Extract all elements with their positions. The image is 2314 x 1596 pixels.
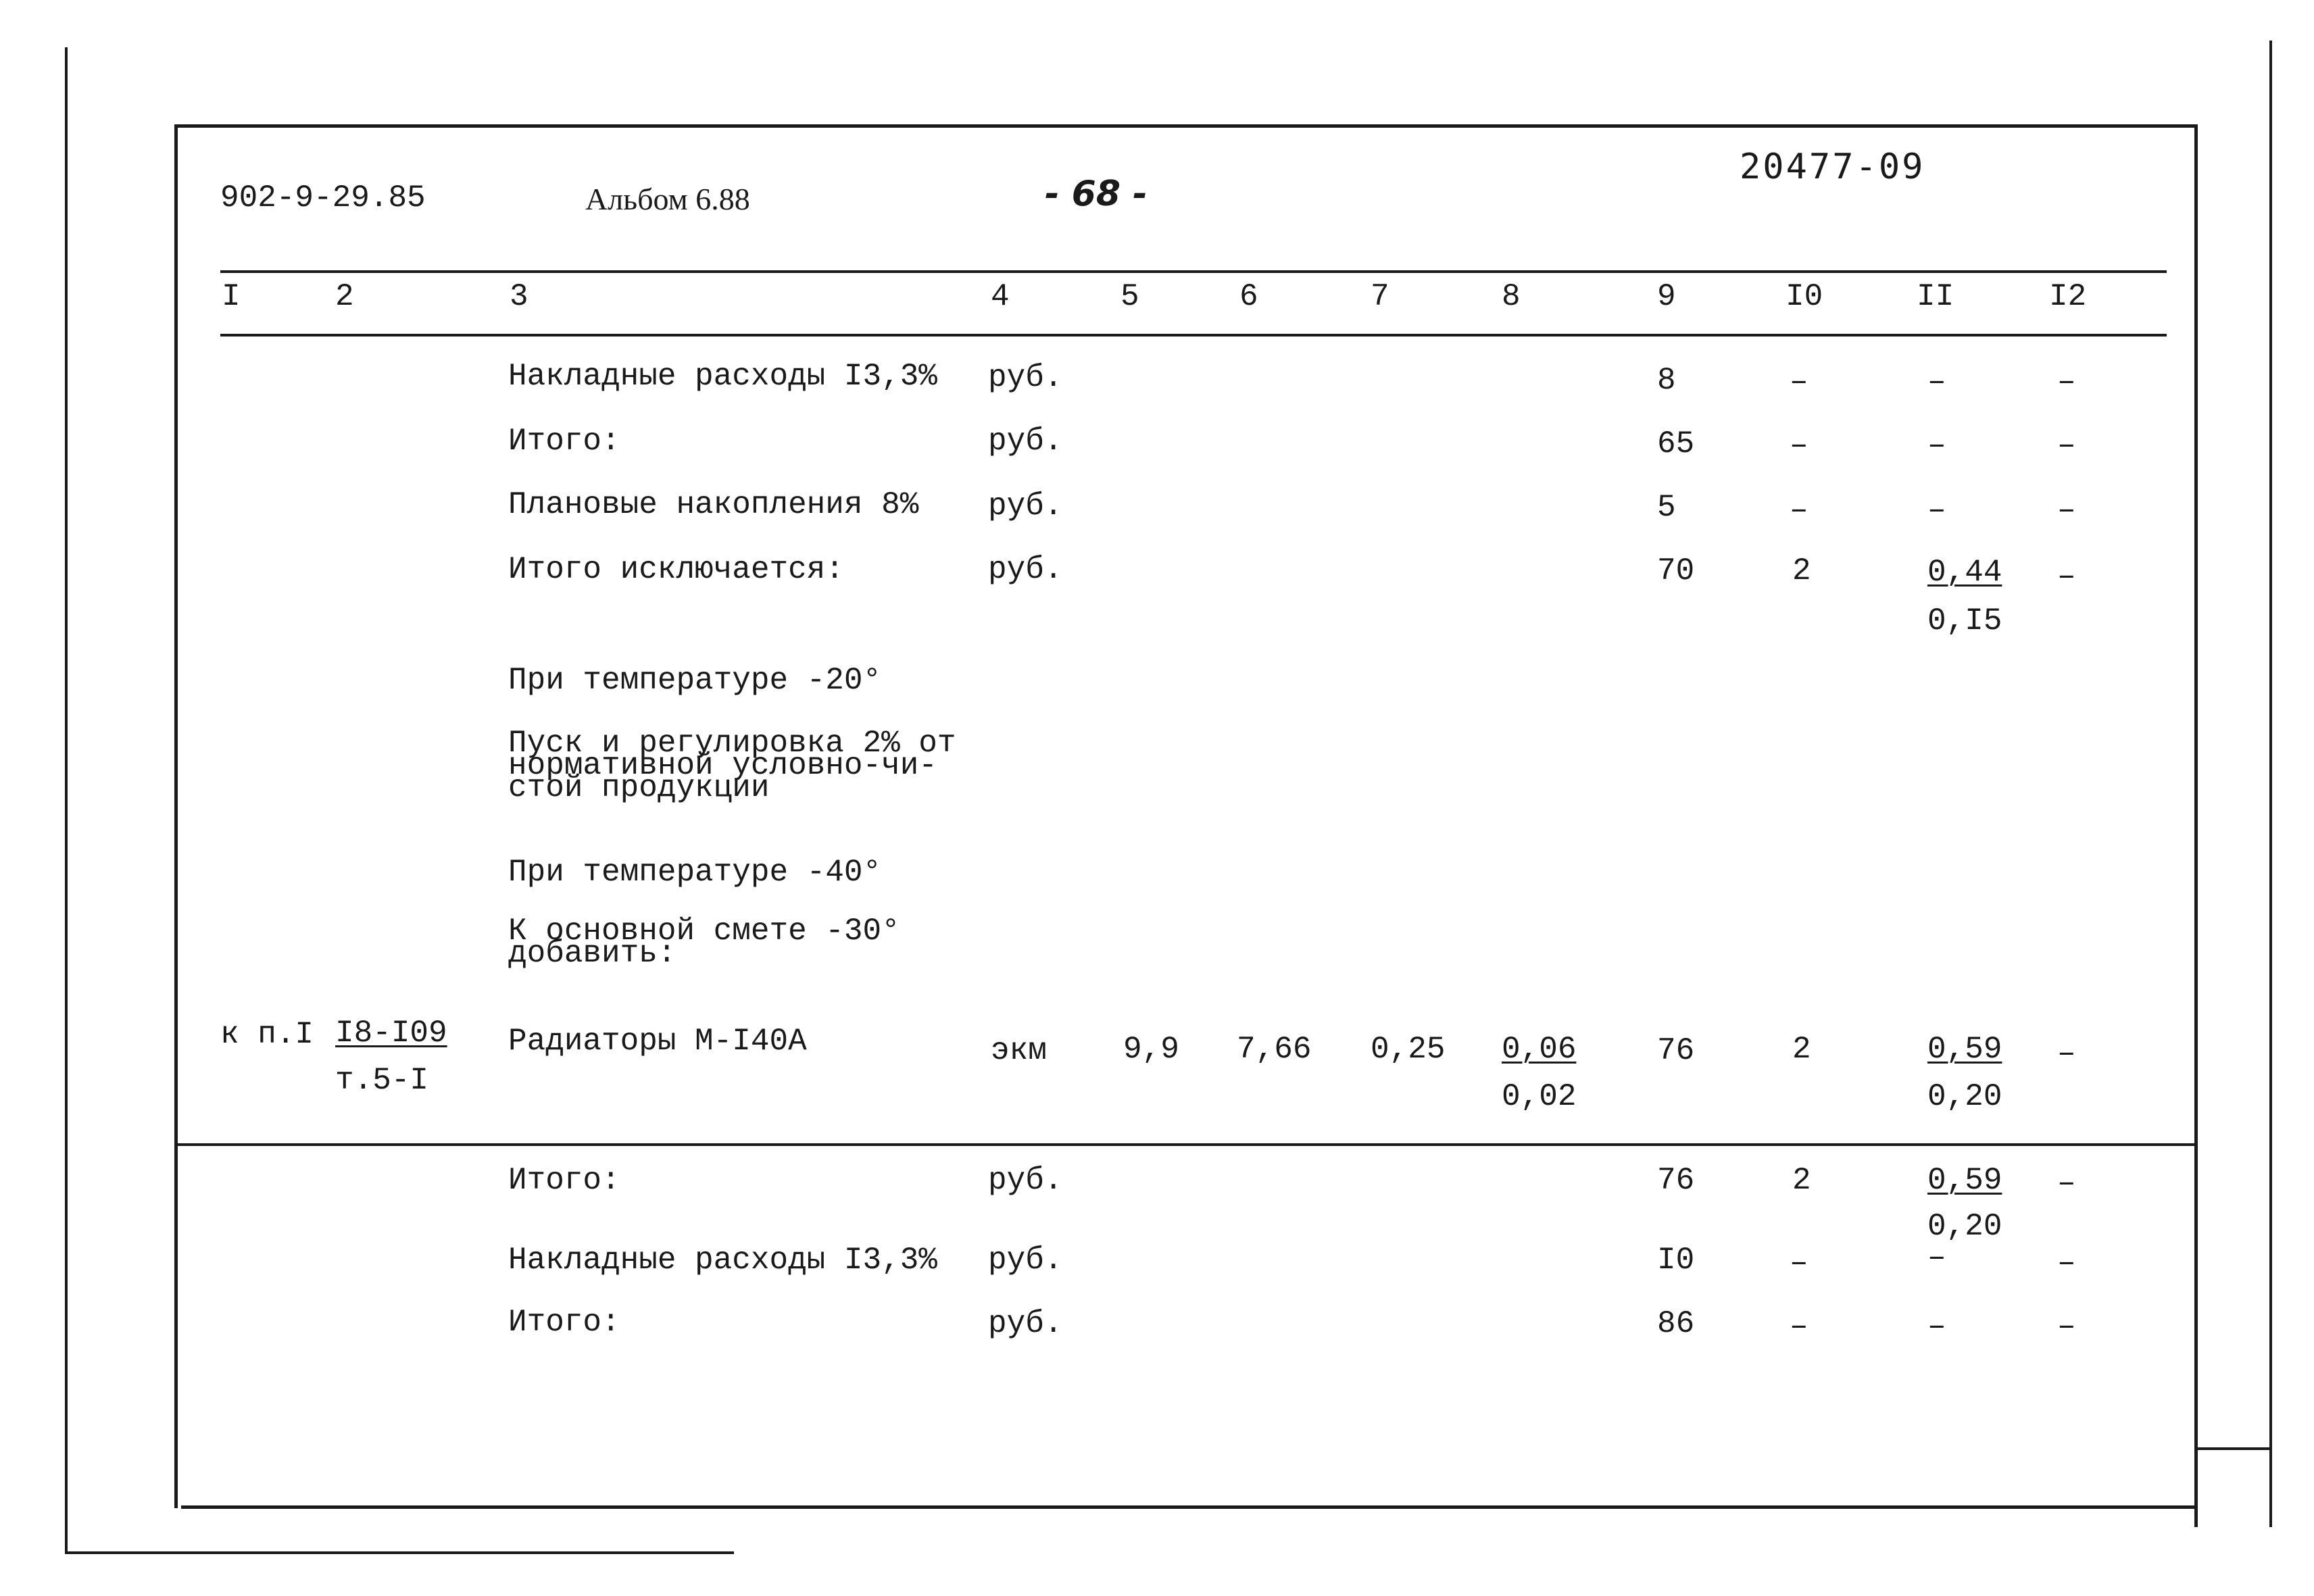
- row-0-col10: –: [1790, 364, 1808, 399]
- row-8-norm-table: т.5-I: [335, 1063, 429, 1098]
- row-8-norm-code: I8-I09: [335, 1016, 447, 1051]
- row-3-col11-numerator: 0,44: [1927, 555, 2002, 590]
- document-code: 902-9-29.85: [220, 180, 426, 216]
- row-8-col12: –: [2057, 1036, 2076, 1071]
- row-0-description: Накладные расходы I3,3%: [508, 359, 937, 394]
- row-9-description: Итого:: [508, 1163, 620, 1198]
- row-4-description: При температуре -20°: [508, 663, 882, 698]
- column-header-11: II: [1917, 279, 1954, 314]
- row-10-description: Накладные расходы I3,3%: [508, 1243, 937, 1278]
- row-8-col11-denominator: 0,20: [1927, 1079, 2002, 1114]
- row-3-description: Итого исключается:: [508, 552, 844, 587]
- row-10-unit: руб.: [988, 1243, 1063, 1278]
- column-header-7: 7: [1371, 279, 1389, 314]
- row-9-col9: 76: [1657, 1163, 1695, 1198]
- outer-right-border: [2269, 41, 2272, 1527]
- row-8-col9: 76: [1657, 1033, 1695, 1068]
- frame-left-border: [174, 124, 178, 1508]
- row-10-col11: –: [1927, 1240, 1946, 1275]
- row-11-col9: 86: [1657, 1306, 1695, 1341]
- row-2-col12: –: [2057, 493, 2076, 528]
- row-11-unit: руб.: [988, 1306, 1063, 1341]
- row-0-col9: 8: [1657, 363, 1676, 398]
- row-0-col12: –: [2057, 364, 2076, 399]
- row-3-col10: 2: [1792, 553, 1811, 589]
- frame-top-border: [174, 124, 2198, 128]
- table-header-bottom-rule: [220, 334, 2167, 336]
- row-1-col10: –: [1790, 428, 1808, 463]
- row-8-col5: 9,9: [1123, 1032, 1179, 1067]
- column-header-3: 3: [510, 279, 528, 314]
- row-7-description: К основной смете -30° добавить:: [508, 914, 900, 971]
- outer-left-border: [65, 47, 68, 1554]
- row-8-col7: 0,25: [1371, 1032, 1446, 1067]
- row-8-col10: 2: [1792, 1032, 1811, 1067]
- row-11-description: Итого:: [508, 1305, 620, 1340]
- row-9-col11-denominator: 0,20: [1927, 1209, 2002, 1244]
- row-3-col11-denominator: 0,I5: [1927, 603, 2002, 639]
- column-header-12: I2: [2049, 279, 2087, 314]
- column-header-4: 4: [991, 279, 1010, 314]
- row-2-description: Плановые накопления 8%: [508, 487, 919, 522]
- column-header-1: I: [222, 279, 241, 314]
- row-9-col11-numerator: 0,59: [1927, 1163, 2002, 1198]
- title-block-line: [2198, 1447, 2271, 1450]
- column-header-8: 8: [1502, 279, 1521, 314]
- row-3-col12: –: [2057, 559, 2076, 594]
- row-0-col11: –: [1927, 364, 1946, 399]
- row-1-col9: 65: [1657, 426, 1695, 462]
- row-8-description: Радиаторы М-I40А: [508, 1024, 807, 1059]
- stamp-number: 20477-09: [1740, 147, 1925, 187]
- row-5-description: Пуск и регулировка 2% от нормативной условно-чи- стой продукции: [508, 726, 956, 805]
- row-10-col12: –: [2057, 1245, 2076, 1280]
- row-8-col8-denominator: 0,02: [1502, 1079, 1577, 1114]
- row-9-col12: –: [2057, 1166, 2076, 1201]
- row-6-description: При температуре -40°: [508, 855, 882, 890]
- frame-right-border: [2194, 124, 2198, 1527]
- row-2-col11: –: [1927, 493, 1946, 528]
- row-8-col8-numerator: 0,06: [1502, 1032, 1577, 1067]
- row-0-unit: руб.: [988, 360, 1063, 395]
- row-11-col11: –: [1927, 1309, 1946, 1344]
- column-header-9: 9: [1657, 279, 1676, 314]
- row-3-col9: 70: [1657, 553, 1695, 589]
- page-number: - 68 -: [1045, 174, 1148, 214]
- column-header-2: 2: [335, 279, 354, 314]
- row-1-description: Итого:: [508, 424, 620, 459]
- row-1-unit: руб.: [988, 424, 1063, 459]
- outer-bottom-border: [65, 1551, 734, 1554]
- column-header-6: 6: [1239, 279, 1258, 314]
- column-header-5: 5: [1121, 279, 1139, 314]
- row-9-col10: 2: [1792, 1163, 1811, 1198]
- row-1-col11: –: [1927, 428, 1946, 463]
- row-2-col10: –: [1790, 493, 1808, 528]
- row-8-reference: к п.I: [220, 1017, 314, 1052]
- album-label: Альбом 6.88: [585, 182, 750, 216]
- table-header-top-rule: [220, 270, 2167, 273]
- row-9-unit: руб.: [988, 1163, 1063, 1198]
- section-separator-rule: [177, 1143, 2195, 1146]
- row-2-unit: руб.: [988, 489, 1063, 524]
- row-10-col9: I0: [1657, 1243, 1695, 1278]
- row-8-unit: экм: [991, 1033, 1047, 1068]
- column-header-10: I0: [1786, 279, 1823, 314]
- row-2-col9: 5: [1657, 490, 1676, 525]
- row-11-col12: –: [2057, 1309, 2076, 1344]
- row-10-col10: –: [1790, 1245, 1808, 1280]
- row-11-col10: –: [1790, 1309, 1808, 1344]
- row-8-col11-numerator: 0,59: [1927, 1032, 2002, 1067]
- row-1-col12: –: [2057, 428, 2076, 463]
- row-3-unit: руб.: [988, 552, 1063, 587]
- row-8-col6: 7,66: [1237, 1032, 1312, 1067]
- frame-bottom-border: [181, 1505, 2198, 1509]
